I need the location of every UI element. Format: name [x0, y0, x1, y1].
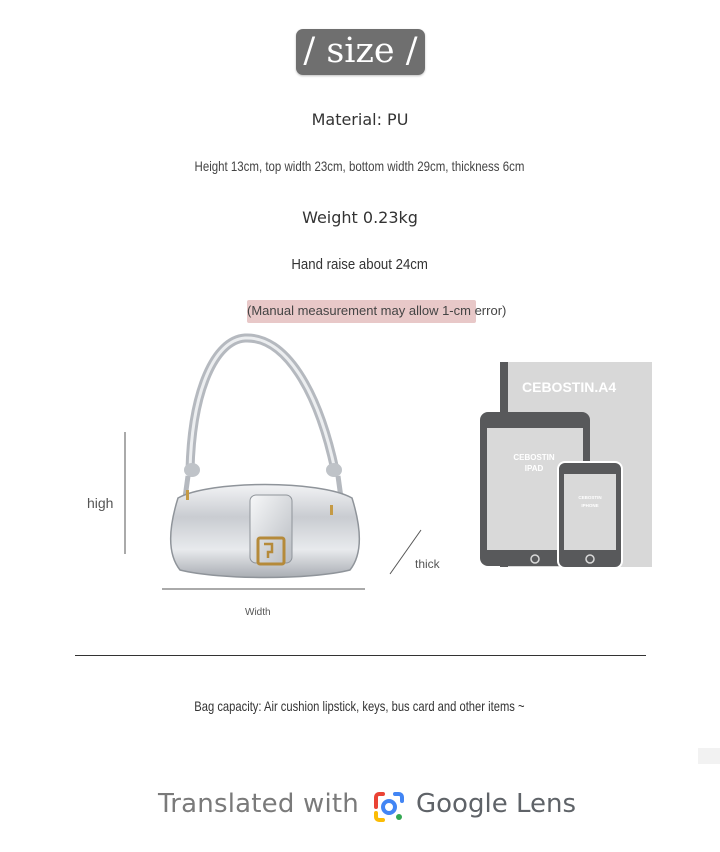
- section-divider: [75, 655, 646, 656]
- phone-label-2: IPHONE: [581, 503, 599, 508]
- footer-prefix: Translated with: [158, 789, 359, 819]
- phone-label-1: CEBOSTIN: [578, 495, 602, 500]
- measurement-note: (Manual measurement may allow 1-cm error): [247, 303, 507, 318]
- google-lens-icon: [370, 788, 408, 826]
- ipad-label-1: CEBOSTIN: [513, 453, 555, 462]
- thickness-label: thick: [415, 557, 440, 571]
- a4-label: CEBOSTIN.A4: [522, 379, 617, 395]
- hand-raise-text: Hand raise about 24cm: [291, 256, 428, 273]
- width-label: Width: [245, 607, 271, 618]
- capacity-text: Bag capacity: Air cushion lipstick, keys, bus card and other items ~: [194, 698, 525, 714]
- dimensions-text: Height 13cm, top width 23cm, bottom width 29cm, thickness 6cm: [194, 158, 525, 174]
- height-label: high: [87, 495, 114, 511]
- size-badge: / size /: [296, 29, 425, 75]
- ipad-label-2: IPAD: [524, 464, 544, 473]
- material-text: Material: PU: [311, 110, 409, 129]
- footer-brand: Google Lens: [416, 789, 576, 819]
- corner-mark: [698, 748, 720, 764]
- bag-image: [80, 330, 460, 630]
- size-comparison-illustration: [476, 356, 656, 572]
- weight-text: Weight 0.23kg: [302, 208, 418, 227]
